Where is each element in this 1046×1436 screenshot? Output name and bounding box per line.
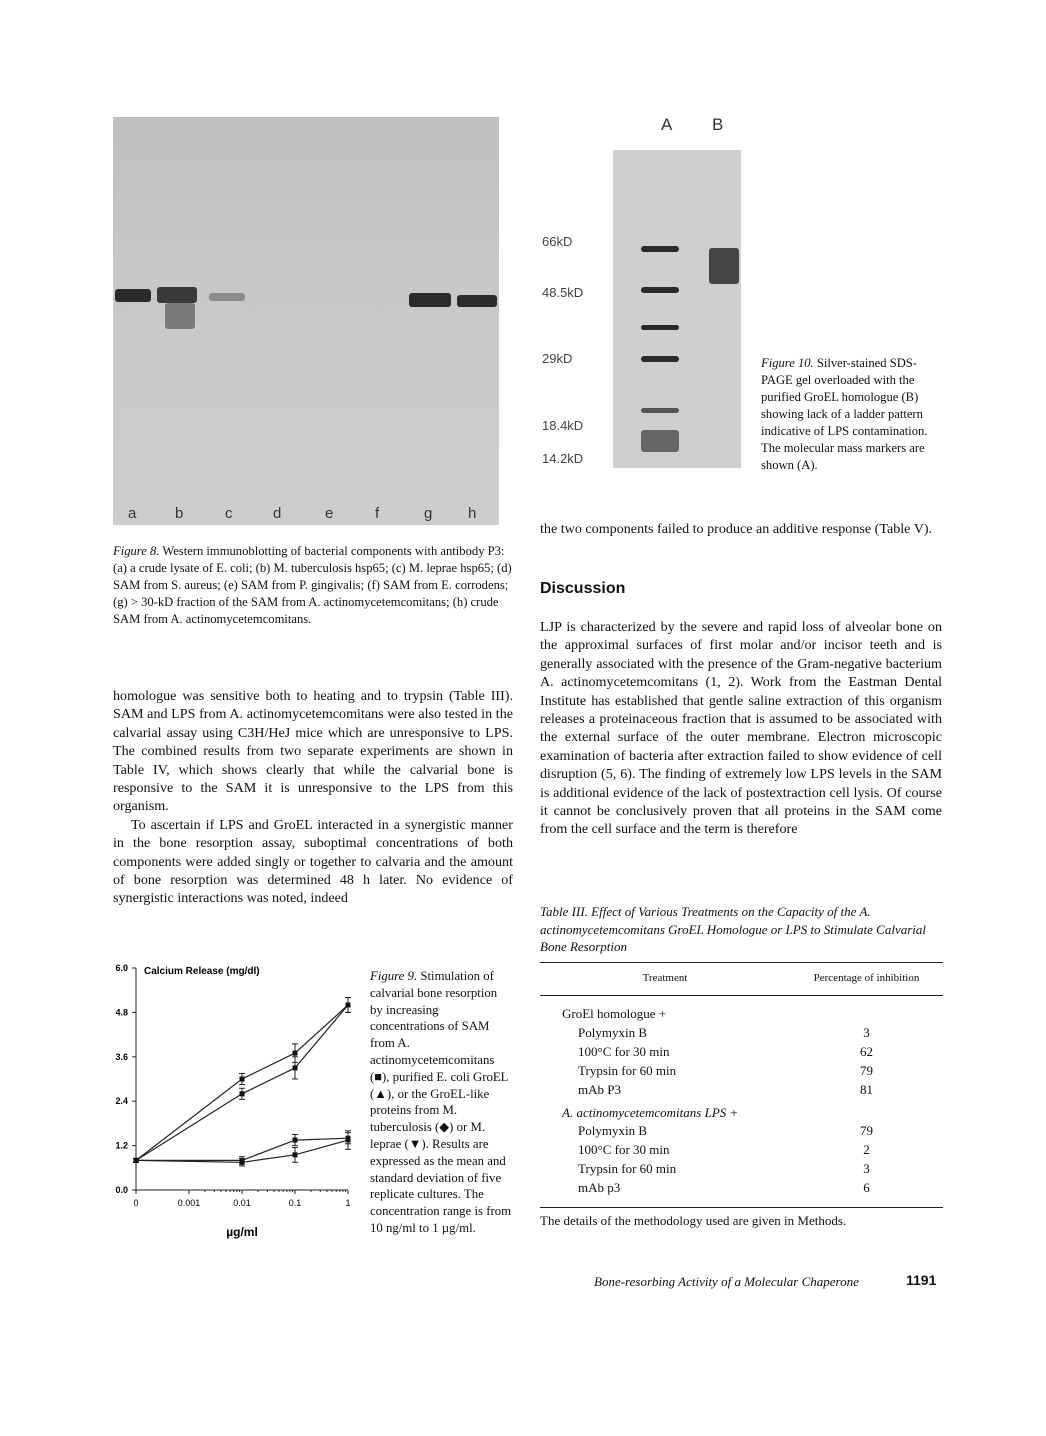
marker-66kd: 66kD [542,234,573,249]
lane-label-a: a [128,505,137,522]
chart-title: Calcium Release (mg/dl) [144,966,260,977]
y-tick-label: 3.6 [115,1051,128,1062]
y-tick-label: 0.0 [115,1185,128,1195]
figure-8-gel-image [113,117,499,525]
marker-band [641,408,679,413]
paragraph-results-1: homologue was sensitive both to heating and to trypsin (Table III). SAM and LPS from A. actinomycetemcomitans were also tested in the calvarial assay using C3H/HeJ mice which are unresponsive to LPS. The combined results from two separate experiments are shown in Table IV, which shows clearly that while the calvarial bone is responsive to the SAM it is unresponsive to the LPS from this organism. [113,688,513,815]
data-point [293,1051,298,1056]
band-lane-g [409,293,451,307]
table-row [540,1061,943,1080]
marker-14kd: 14.2kD [542,451,584,466]
figure-10-caption [761,355,943,474]
value-cell: 3 [863,1024,870,1040]
group-label: GroEl homologue + [562,1005,667,1021]
figure-9-chart [108,960,358,1240]
y-tick-label: 4.8 [115,1007,128,1018]
lane-label-d: d [273,505,282,522]
value-cell: 79 [860,1122,873,1138]
value-cell: 79 [860,1062,873,1078]
lane-label-f: f [375,505,380,522]
marker-band [641,325,679,330]
table-3-note: The details of the methodology used are given in Methods. [540,1213,847,1228]
data-point [134,1158,139,1163]
smear-lane-b [165,303,195,329]
table-group-row [540,1004,943,1023]
table-3 [540,962,943,1208]
treatment-cell: Polymyxin B [578,1024,647,1040]
y-tick-label: 6.0 [115,963,128,973]
value-cell: 62 [860,1043,873,1059]
treatment-cell: mAb P3 [578,1081,621,1097]
page-number: 1191 [906,1272,937,1288]
col-header-inhibition: Percentage of inhibition [813,972,920,984]
right-column-top-text [540,520,942,538]
col-header-treatment: Treatment [642,972,688,984]
lane-label-h: h [468,505,477,522]
table-row [540,1023,943,1042]
groel-band-lane-b [709,248,739,284]
value-cell: 3 [863,1160,870,1176]
y-tick-label: 2.4 [115,1096,128,1107]
y-tick-label: 1.2 [115,1140,128,1151]
table-3-title: Table III. Effect of Various Treatments on the Capacity of the A. actinomycetemcomitans GroEL Homologue or LPS to Stimulate Calvarial Bone Resorption [540,904,926,954]
data-point [240,1160,245,1165]
data-point [240,1091,245,1096]
table-row [540,1080,943,1099]
x-tick-label: 0.001 [177,1198,201,1208]
discussion-text [540,618,942,839]
figure-9-caption [370,968,513,1237]
x-tick-label: 0.1 [288,1198,302,1208]
treatment-cell: 100°C for 30 min [578,1141,670,1157]
lane-label-b: b [175,505,184,522]
figure-10-caption-text: Silver-stained SDS-PAGE gel overloaded with the purified GroEL homologue (B) showing lack of a ladder pattern indicative of LPS contamination. The molecular mass markers are shown (A). [761,356,928,472]
marker-48kd: 48.5kD [542,285,584,300]
table-group-row [540,1099,943,1121]
x-tick-label: 0 [133,1198,139,1208]
marker-band [641,246,679,252]
table-3-bottom-rule [540,1207,943,1208]
marker-29kd: 29kD [542,351,573,366]
table-row [540,1140,943,1159]
value-cell: 6 [863,1179,870,1195]
lane-label-e: e [325,505,334,522]
table-row [540,1121,943,1140]
value-cell: 2 [863,1141,870,1157]
marker-band [641,430,679,452]
data-point [293,1138,298,1143]
x-tick-label: 0.01 [233,1198,251,1208]
treatment-cell: Trypsin for 60 min [578,1062,677,1078]
x-tick-group [133,1190,350,1208]
figure-8-caption-text: Western immunoblotting of bacterial components with antibody P3: (a) a crude lysate of E. coli; (b) M. tuberculosis hsp65; (c) M. leprae hsp65; (d) SAM from S. aureus; (e) SAM from P. gingivalis; (f) SAM from E. corrodens; (g) > 30-kD fraction of the SAM from A. actinomycetemcomitans; (h) crude SAM from A. actinomycetemcomitans. [113,544,512,626]
paragraph-results-2: To ascertain if LPS and GroEL interacted in a synergistic manner in the bone resorption assay, suboptimal concentrations of both components were added singly or together to calvaria and the amount of bone resorption was determined 48 h later. No evidence of synergistic interactions was noted, indeed [113,816,513,907]
series-group [133,998,351,1166]
treatment-cell: Trypsin for 60 min [578,1160,677,1176]
treatment-cell: 100°C for 30 min [578,1043,670,1059]
treatment-cell: Polymyxin B [578,1122,647,1138]
table-row [540,1178,943,1197]
data-point [293,1065,298,1070]
group-label: A. actinomycetemcomitans LPS + [562,1105,739,1120]
left-column-text [113,687,513,908]
figure-8-caption [113,543,513,628]
figure-8-label: Figure 8. [113,544,160,558]
band-lane-b [157,287,197,303]
marker-band [641,287,679,293]
table-row [540,1042,943,1061]
band-lane-h [457,295,497,307]
band-lane-a [115,289,151,302]
table-3-body [540,1004,943,1197]
x-tick-label: 1 [345,1198,351,1208]
paragraph-discussion: LJP is characterized by the severe and rapid loss of alveolar bone on the approximal surfaces of first molar and/or incisor teeth and is generally associated with the presence of the Gram-negative bacterium A. actinomycetemcomitans (1, 2). Work from the Eastman Dental Institute has established that gentle saline extraction of this organism releases a proteinaceous fraction that is assumed to be associated with the external surface of the outer membrane. Electron microscopic examination of bacteria after extraction failed to show evidence of cell disruption (5, 6). The finding of extremely low LPS levels in the SAM is additional evidence of the lack of postextraction cell lysis. Of course it cannot be conclusively proven that all proteins in the SAM come from the cell surface and the term is therefore [540,619,942,838]
running-title: Bone-resorbing Activity of a Molecular Chaperone [594,1274,859,1289]
band-lane-c [209,293,245,301]
lane-label-g: g [424,505,433,522]
data-point [346,1138,351,1143]
value-cell: 81 [860,1081,873,1097]
figure-10-label: Figure 10. [761,356,814,370]
x-axis-label: µg/ml [226,1225,258,1239]
paragraph-continuation: the two components failed to produce an additive response (Table V). [540,521,933,537]
figure-9-caption-text: Stimulation of calvarial bone resorption by increasing concentrations of SAM from A. actinomycetemcomitans (■), purified E. coli GroEL (▲), or the GroEL-like proteins from M. tuberculosis (◆) or M. leprae (▼). Results are expressed as the mean and standard deviation of five replicate cultures. The concentration range is from 10 ng/ml to 1 µg/ml. [370,969,512,1235]
figure-10-gel-image [613,150,741,468]
lane-header-a: A [661,115,673,134]
data-point [346,1003,351,1008]
lane-label-c: c [225,505,233,522]
lane-header-b: B [712,115,724,134]
table-3-header [540,962,943,996]
marker-18kd: 18.4kD [542,418,584,433]
figure-9-label: Figure 9. [370,969,418,983]
treatment-cell: mAb p3 [578,1179,621,1195]
marker-band [641,356,679,362]
table-row [540,1159,943,1178]
data-point [240,1077,245,1082]
y-tick-group [115,963,136,1195]
discussion-heading: Discussion [540,580,626,597]
data-point [293,1152,298,1157]
